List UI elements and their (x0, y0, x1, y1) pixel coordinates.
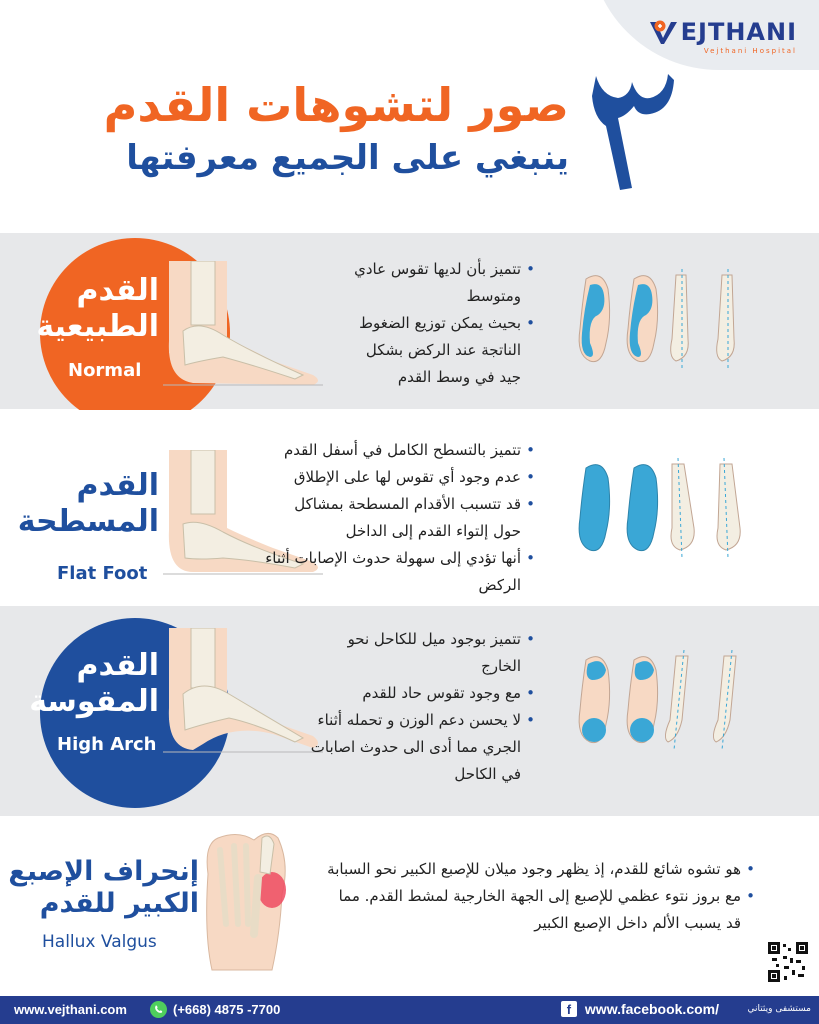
section-normal (0, 233, 819, 409)
flat-name-en: Flat Foot (57, 563, 148, 584)
hallux-bullet-list (325, 856, 755, 937)
footer-bar (0, 996, 819, 1024)
phone-number: (+668) 4875 -7700 (173, 1002, 281, 1017)
title-line-1: صور لتشوهات القدم (103, 78, 569, 132)
hallux-name-ar: إنحراف الإصبع الكبير للقدم (8, 856, 199, 920)
bullet-item: • تتميز بأن لديها تقوس عادي ومتوسط (345, 256, 535, 310)
logo-v-icon (649, 19, 679, 45)
high-arch-name-en: High Arch (57, 734, 157, 755)
bullet-item: • لا يحسن دعم الوزن و تحمله أثناء الجري مما أدى الى حدوث اصابات في الكاحل (305, 707, 535, 788)
bullet-item: • هو تشوه شائع للقدم، إذ يظهر وجود ميلان للإصبع الكبير نحو السبابة (325, 856, 755, 883)
section-high-arch (0, 606, 819, 816)
website-link[interactable]: www.vejthani.com (14, 1002, 127, 1017)
vejthani-logo[interactable] (649, 18, 797, 55)
normal-bullet-list (345, 256, 535, 391)
bullet-item: • مع بروز نتوء عظمي للإصبع إلى الجهة الخارجية لمشط القدم. مما قد يسبب الألم داخل الإصبع الكبير (325, 883, 755, 937)
qr-code[interactable] (768, 942, 808, 982)
number-three-glyph (588, 66, 678, 196)
facebook-page-name: مستشفى ويثتاني (747, 1004, 811, 1014)
flat-name-ar: القدم المسطحة (17, 468, 159, 539)
high-arch-bullet-list (305, 626, 535, 788)
bullet-item: • بحيث يمكن توزيع الضغوط الناتجة عند الركض بشكل جيد في وسط القدم (345, 310, 535, 391)
flat-feet-illustration (572, 458, 762, 558)
whatsapp-icon (150, 1001, 167, 1018)
normal-name-ar: القدم الطبيعية (36, 273, 159, 344)
phone-contact[interactable] (150, 1001, 280, 1018)
hallux-name-en: Hallux Valgus (42, 932, 157, 952)
bullet-item: • أنها تؤدي إلى سهولة حدوث الإصابات أثناء الركض (265, 545, 535, 599)
normal-foot-skeleton-image (163, 261, 323, 389)
section-flat-foot (0, 410, 819, 605)
hallux-foot-image (198, 824, 298, 974)
high-arch-name-ar: القدم المقوسة (29, 648, 159, 719)
facebook-icon: f (561, 1001, 577, 1017)
bullet-item: • تتميز بوجود ميل للكاحل نحو الخارج (305, 626, 535, 680)
facebook-url: www.facebook.com/ (584, 1001, 719, 1017)
normal-feet-illustration (572, 269, 762, 369)
bullet-item: • قد تتسبب الأقدام المسطحة بمشاكل حول إلتواء القدم إلى الداخل (265, 491, 535, 545)
section-hallux-valgus (0, 818, 819, 996)
bullet-item: • تتميز بالتسطح الكامل في أسفل القدم (265, 437, 535, 464)
header (0, 0, 819, 225)
high-arch-feet-illustration (572, 650, 762, 750)
high-arch-foot-skeleton-image (163, 628, 323, 756)
normal-name-en: Normal (68, 360, 142, 381)
bullet-item: • عدم وجود أي تقوس لها على الإطلاق (265, 464, 535, 491)
flat-bullet-list (265, 437, 535, 599)
title-line-2: ينبغي على الجميع معرفتها (126, 138, 569, 178)
logo-subtext: Vejthani Hospital (703, 47, 797, 55)
logo-text: EJTHANI (680, 18, 797, 46)
facebook-link[interactable] (561, 1001, 719, 1017)
bullet-item: • مع وجود تقوس حاد للقدم (305, 680, 535, 707)
